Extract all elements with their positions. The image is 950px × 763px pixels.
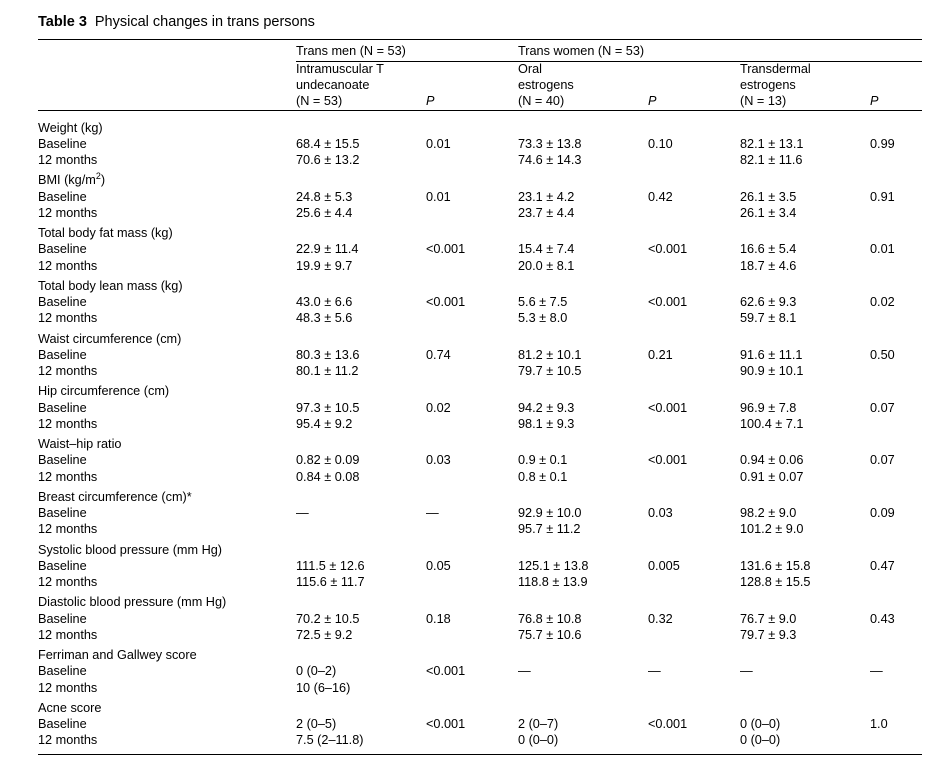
value-oral-estrogens: 118.8 ± 13.9 <box>518 575 588 590</box>
p-value-3 <box>870 732 922 748</box>
p-value-1: 0.01 <box>426 189 451 204</box>
table-row <box>38 680 922 696</box>
table-row <box>38 363 922 379</box>
value-oral-estrogens: — <box>518 664 531 679</box>
p-value-3 <box>870 680 922 696</box>
value-oral-estrogens: 20.0 ± 8.1 <box>518 258 575 273</box>
p-value-1: 0.74 <box>426 347 451 362</box>
row-label: 12 months <box>38 627 98 642</box>
table-body <box>38 40 922 755</box>
value-intramuscular-t: 72.5 ± 9.2 <box>296 627 353 642</box>
row-label: Baseline <box>38 347 87 362</box>
p-value-3: 0.43 <box>870 611 895 626</box>
value-oral-estrogens: 94.2 ± 9.3 <box>518 400 575 415</box>
table-section-title-row <box>38 116 922 136</box>
section-title: Acne score <box>38 700 102 715</box>
value-intramuscular-t: 80.3 ± 13.6 <box>296 347 360 362</box>
p-value-2 <box>648 205 740 221</box>
row-label: Baseline <box>38 506 87 521</box>
row-label: 12 months <box>38 205 98 220</box>
p-value-1 <box>426 521 518 537</box>
p-value-1: <0.001 <box>426 242 466 257</box>
table-row <box>38 294 922 310</box>
subheader-line-3: (N = 13) <box>740 93 787 108</box>
value-intramuscular-t: 2 (0–5) <box>296 717 337 732</box>
row-label: Baseline <box>38 664 87 679</box>
row-label: Baseline <box>38 558 87 573</box>
table-section-title-row <box>38 643 922 663</box>
p-value-3: 0.09 <box>870 506 895 521</box>
row-label: Baseline <box>38 242 87 257</box>
p-value-2 <box>648 680 740 696</box>
value-intramuscular-t: 25.6 ± 4.4 <box>296 205 353 220</box>
subheader-transdermal-estrogens <box>740 62 870 111</box>
table-row <box>38 558 922 574</box>
table-row <box>38 505 922 521</box>
p-header-1: P <box>426 93 435 108</box>
table-row <box>38 521 922 537</box>
p-value-2: — <box>648 664 661 679</box>
table-row <box>38 716 922 732</box>
value-transdermal-estrogens: 0.91 ± 0.07 <box>740 469 804 484</box>
group-header-trans-men: Trans men (N = 53) <box>296 44 518 62</box>
value-transdermal-estrogens: 26.1 ± 3.4 <box>740 205 797 220</box>
value-oral-estrogens: 125.1 ± 13.8 <box>518 558 589 573</box>
p-value-2 <box>648 310 740 326</box>
p-value-3 <box>870 469 922 485</box>
value-oral-estrogens: 81.2 ± 10.1 <box>518 347 582 362</box>
value-oral-estrogens: 98.1 ± 9.3 <box>518 416 575 431</box>
p-header-2: P <box>648 93 657 108</box>
group-header-row <box>38 44 922 62</box>
p-value-2: 0.21 <box>648 347 673 362</box>
table-caption-label: Table 3 <box>38 14 87 30</box>
value-transdermal-estrogens: 100.4 ± 7.1 <box>740 416 804 431</box>
table-row <box>38 152 922 168</box>
p-value-3 <box>870 152 922 168</box>
section-title: Total body fat mass (kg) <box>38 226 173 241</box>
section-title: Ferriman and Gallwey score <box>38 648 197 663</box>
p-value-1: <0.001 <box>426 295 466 310</box>
table-row <box>38 452 922 468</box>
value-oral-estrogens: 74.6 ± 14.3 <box>518 153 582 168</box>
p-value-1 <box>426 416 518 432</box>
subheader-line-2: estrogens <box>740 77 796 92</box>
table-row <box>38 663 922 679</box>
value-transdermal-estrogens: 62.6 ± 9.3 <box>740 295 797 310</box>
p-value-1: 0.01 <box>426 136 451 151</box>
table-section-title-row <box>38 696 922 716</box>
value-transdermal-estrogens: 0.94 ± 0.06 <box>740 453 804 468</box>
p-value-2: 0.005 <box>648 558 680 573</box>
subheader-line-3: (N = 53) <box>296 93 343 108</box>
table-caption <box>38 14 922 30</box>
section-title: Diastolic blood pressure (mm Hg) <box>38 595 227 610</box>
p-value-2 <box>648 521 740 537</box>
table-row <box>38 189 922 205</box>
table-row <box>38 136 922 152</box>
p-value-2 <box>648 152 740 168</box>
p-value-1 <box>426 469 518 485</box>
table-caption-text: Physical changes in trans persons <box>94 14 315 30</box>
value-oral-estrogens: 0.8 ± 0.1 <box>518 469 568 484</box>
table-row <box>38 469 922 485</box>
p-value-2: 0.10 <box>648 136 673 151</box>
p-value-2: 0.42 <box>648 189 673 204</box>
row-label: 12 months <box>38 416 98 431</box>
value-transdermal-estrogens: 131.6 ± 15.8 <box>740 558 811 573</box>
p-value-1: 0.05 <box>426 558 451 573</box>
p-value-3 <box>870 363 922 379</box>
p-value-3: 0.50 <box>870 347 895 362</box>
physical-changes-table <box>38 39 922 755</box>
row-label: 12 months <box>38 680 98 695</box>
section-title: Waist circumference (cm) <box>38 331 182 346</box>
table-row <box>38 310 922 326</box>
row-label: 12 months <box>38 258 98 273</box>
value-oral-estrogens: 95.7 ± 11.2 <box>518 522 581 537</box>
p-value-1 <box>426 258 518 274</box>
value-oral-estrogens: 76.8 ± 10.8 <box>518 611 582 626</box>
p-value-3: 0.07 <box>870 400 895 415</box>
p-value-2: <0.001 <box>648 295 688 310</box>
value-transdermal-estrogens: 76.7 ± 9.0 <box>740 611 797 626</box>
p-value-2: <0.001 <box>648 717 688 732</box>
p-value-3 <box>870 205 922 221</box>
p-value-3 <box>870 574 922 590</box>
p-value-3: 0.47 <box>870 558 895 573</box>
value-transdermal-estrogens: 0 (0–0) <box>740 717 781 732</box>
value-intramuscular-t: 19.9 ± 9.7 <box>296 258 353 273</box>
p-value-3: 0.07 <box>870 453 895 468</box>
value-transdermal-estrogens: 98.2 ± 9.0 <box>740 506 797 521</box>
group-header-trans-women: Trans women (N = 53) <box>518 44 922 62</box>
table-section-title-row <box>38 432 922 452</box>
value-transdermal-estrogens: 79.7 ± 9.3 <box>740 627 797 642</box>
value-oral-estrogens: 75.7 ± 10.6 <box>518 627 582 642</box>
table-row <box>38 258 922 274</box>
p-value-2: <0.001 <box>648 400 688 415</box>
value-intramuscular-t: 24.8 ± 5.3 <box>296 189 353 204</box>
value-intramuscular-t: 115.6 ± 11.7 <box>296 575 365 590</box>
value-intramuscular-t: 80.1 ± 11.2 <box>296 364 359 379</box>
p-value-3 <box>870 627 922 643</box>
value-transdermal-estrogens: 26.1 ± 3.5 <box>740 189 797 204</box>
subheader-line-3: (N = 40) <box>518 93 565 108</box>
table-row <box>38 574 922 590</box>
p-value-1: — <box>426 506 439 521</box>
section-title: Waist–hip ratio <box>38 437 122 452</box>
p-value-3: — <box>870 664 883 679</box>
p-value-1 <box>426 627 518 643</box>
subheader-line-2: undecanoate <box>296 77 370 92</box>
section-title: Systolic blood pressure (mm Hg) <box>38 542 223 557</box>
row-label: Baseline <box>38 400 87 415</box>
value-intramuscular-t: 48.3 ± 5.6 <box>296 311 353 326</box>
value-transdermal-estrogens: 91.6 ± 11.1 <box>740 347 803 362</box>
value-intramuscular-t <box>296 521 426 537</box>
p-value-2: 0.03 <box>648 506 673 521</box>
p-value-1: <0.001 <box>426 664 466 679</box>
p-value-1 <box>426 680 518 696</box>
value-oral-estrogens: 5.3 ± 8.0 <box>518 311 568 326</box>
row-label: 12 months <box>38 575 98 590</box>
value-intramuscular-t: 7.5 (2–11.8) <box>296 733 364 748</box>
subheader-intramuscular-t <box>296 62 426 111</box>
value-intramuscular-t: 10 (6–16) <box>296 680 351 695</box>
value-oral-estrogens: 0.9 ± 0.1 <box>518 453 568 468</box>
subheader-line-1: Transdermal <box>740 62 811 76</box>
table-section-title-row <box>38 590 922 610</box>
value-oral-estrogens: 2 (0–7) <box>518 717 559 732</box>
value-oral-estrogens: 5.6 ± 7.5 <box>518 295 568 310</box>
row-label: 12 months <box>38 469 98 484</box>
p-header-3: P <box>870 93 879 108</box>
value-intramuscular-t: 111.5 ± 12.6 <box>296 558 365 573</box>
p-value-2 <box>648 258 740 274</box>
p-value-1: 0.18 <box>426 611 451 626</box>
p-value-1 <box>426 363 518 379</box>
p-value-2: <0.001 <box>648 453 688 468</box>
value-oral-estrogens: 73.3 ± 13.8 <box>518 136 582 151</box>
subheader-row <box>38 62 922 111</box>
p-value-2 <box>648 469 740 485</box>
value-transdermal-estrogens: 18.7 ± 4.6 <box>740 258 797 273</box>
p-value-1: <0.001 <box>426 717 466 732</box>
p-value-1 <box>426 574 518 590</box>
row-label: Baseline <box>38 136 87 151</box>
section-title: Breast circumference (cm)* <box>38 489 192 504</box>
value-intramuscular-t: 43.0 ± 6.6 <box>296 295 353 310</box>
table-row <box>38 347 922 363</box>
subheader-line-1: Intramuscular T <box>296 62 384 76</box>
row-label: Baseline <box>38 611 87 626</box>
table-row <box>38 205 922 221</box>
row-label: Baseline <box>38 453 87 468</box>
value-oral-estrogens: 92.9 ± 10.0 <box>518 506 582 521</box>
p-value-3: 0.02 <box>870 295 895 310</box>
value-intramuscular-t: 0 (0–2) <box>296 664 337 679</box>
value-oral-estrogens: 0 (0–0) <box>518 733 559 748</box>
value-oral-estrogens: 23.1 ± 4.2 <box>518 189 575 204</box>
subheader-line-1: Oral <box>518 62 542 76</box>
p-value-2 <box>648 416 740 432</box>
value-intramuscular-t: — <box>296 506 309 521</box>
p-value-2 <box>648 363 740 379</box>
p-value-3: 0.99 <box>870 136 895 151</box>
p-value-1 <box>426 152 518 168</box>
row-label: 12 months <box>38 522 98 537</box>
table-section-title-row <box>38 327 922 347</box>
table-row <box>38 400 922 416</box>
table-section-title-row <box>38 379 922 399</box>
p-value-1: 0.03 <box>426 453 451 468</box>
value-intramuscular-t: 95.4 ± 9.2 <box>296 416 353 431</box>
value-oral-estrogens <box>518 680 648 696</box>
p-value-2: 0.32 <box>648 611 673 626</box>
p-value-3 <box>870 416 922 432</box>
section-title: Weight (kg) <box>38 120 103 135</box>
value-intramuscular-t: 70.2 ± 10.5 <box>296 611 360 626</box>
p-value-2 <box>648 732 740 748</box>
subheader-line-2: estrogens <box>518 77 574 92</box>
value-transdermal-estrogens: 0 (0–0) <box>740 733 781 748</box>
value-oral-estrogens: 23.7 ± 4.4 <box>518 205 575 220</box>
table-section-title-row <box>38 274 922 294</box>
value-transdermal-estrogens: 82.1 ± 11.6 <box>740 153 803 168</box>
p-value-2: <0.001 <box>648 242 688 257</box>
value-oral-estrogens: 15.4 ± 7.4 <box>518 242 575 257</box>
p-value-1 <box>426 732 518 748</box>
table-bottom-rule <box>38 754 922 755</box>
section-title: BMI $(kg/m^2)$ <box>38 171 106 188</box>
section-title: Hip circumference (cm) <box>38 384 170 399</box>
value-intramuscular-t: 22.9 ± 11.4 <box>296 242 359 257</box>
p-value-1 <box>426 310 518 326</box>
value-intramuscular-t: 70.6 ± 13.2 <box>296 153 360 168</box>
section-title: Total body lean mass (kg) <box>38 278 183 293</box>
value-transdermal-estrogens: 128.8 ± 15.5 <box>740 575 811 590</box>
value-oral-estrogens: 79.7 ± 10.5 <box>518 364 582 379</box>
table-section-title-row <box>38 538 922 558</box>
row-label: Baseline <box>38 717 87 732</box>
value-transdermal-estrogens: 90.9 ± 10.1 <box>740 364 804 379</box>
table-section-title-row <box>38 221 922 241</box>
value-transdermal-estrogens: 16.6 ± 5.4 <box>740 242 797 257</box>
subheader-oral-estrogens <box>518 62 648 111</box>
value-transdermal-estrogens: 82.1 ± 13.1 <box>740 136 804 151</box>
table-row <box>38 416 922 432</box>
p-value-3: 1.0 <box>870 717 888 732</box>
p-value-3: 0.01 <box>870 242 895 257</box>
table-row <box>38 732 922 748</box>
table-section-title-row <box>38 485 922 505</box>
value-intramuscular-t: 0.82 ± 0.09 <box>296 453 360 468</box>
value-intramuscular-t: 97.3 ± 10.5 <box>296 400 360 415</box>
p-value-2 <box>648 627 740 643</box>
group-header-blank <box>38 44 296 62</box>
value-transdermal-estrogens: 101.2 ± 9.0 <box>740 522 804 537</box>
table-row <box>38 611 922 627</box>
p-value-3 <box>870 258 922 274</box>
p-value-1 <box>426 205 518 221</box>
row-label: Baseline <box>38 295 87 310</box>
table-row <box>38 627 922 643</box>
value-transdermal-estrogens: 96.9 ± 7.8 <box>740 400 797 415</box>
value-transdermal-estrogens: — <box>740 664 753 679</box>
value-intramuscular-t: 68.4 ± 15.5 <box>296 136 360 151</box>
value-transdermal-estrogens: 59.7 ± 8.1 <box>740 311 797 326</box>
p-value-2 <box>648 574 740 590</box>
subheader-blank <box>38 62 296 111</box>
row-label: 12 months <box>38 364 98 379</box>
value-transdermal-estrogens <box>740 680 870 696</box>
row-label: 12 months <box>38 153 98 168</box>
p-value-3 <box>870 521 922 537</box>
p-value-3: 0.91 <box>870 189 895 204</box>
table-row <box>38 241 922 257</box>
row-label: Baseline <box>38 189 87 204</box>
table-section-title-row <box>38 168 922 188</box>
row-label: 12 months <box>38 733 98 748</box>
row-label: 12 months <box>38 311 98 326</box>
value-intramuscular-t: 0.84 ± 0.08 <box>296 469 360 484</box>
p-value-1: 0.02 <box>426 400 451 415</box>
p-value-3 <box>870 310 922 326</box>
